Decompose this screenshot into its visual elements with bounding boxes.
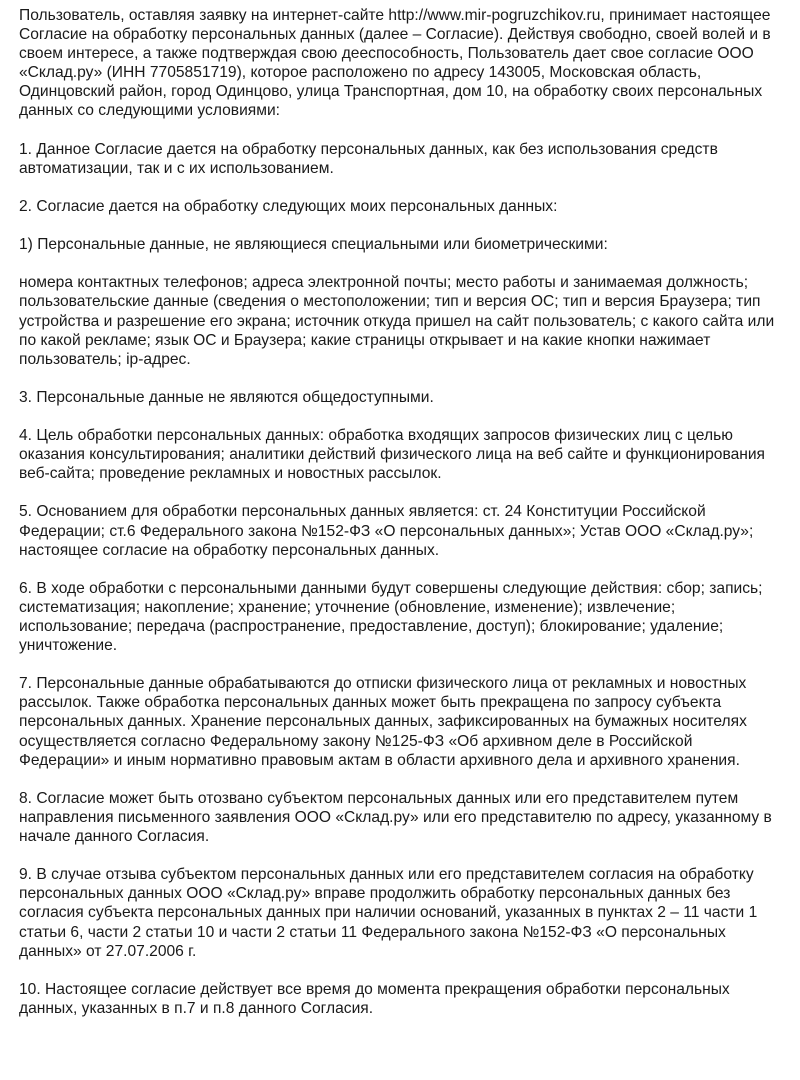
clause-6: 6. В ходе обработки с персональными данными будут совершены следующие действия: сбор; запись; систематизация; накопление; хранение; уточнение (обновление, изменение); извлечение; использование; передача (распространение, предоставление, доступ); блокирование; удаление; уничтожение. [19,579,763,655]
personal-data-list: номера контактных телефонов; адреса электронной почты; место работы и занимаемая должность; пользовательские данные (сведения о местоположении; тип и версия ОС; тип и версия Браузера; тип устройства и разрешение его экрана; источник откуда пришел на сайт пользователь; с какого сайта или по какой рекламе; язык ОС и Браузера; какие страницы открывает и на какие кнопки нажимает пользователь; ip-адрес. [19,274,775,368]
clause-9: 9. В случае отзыва субъектом персональных данных или его представителем согласия на обработку персональных данных ООО «Склад.ру» вправе продолжить обработку персональных данных без согласия субъекта персональных данных при наличии оснований, указанных в пунктах 2 – 11 части 1 статьи 6, части 2 статьи 10 и части 2 статьи 11 Федерального закона №152-ФЗ «О персональных данных» от 27.07.2006 г. [19,866,758,960]
clause-7: 7. Персональные данные обрабатываются до отписки физического лица от рекламных и новостных рассылок. Также обработка персональных данных может быть прекращена по запросу субъекта персональных данных. Хранение персональных данных, зафиксированных на бумажных носителях осуществляется согласно Федеральному закону №125-ФЗ «Об архивном деле в Российской Федерации» и иным нормативно правовым актам в области архивного дела и архивного хранения. [19,675,747,769]
clause-3: 3. Персональные данные не являются общедоступными. [19,388,434,406]
clause-2-subitem-1: 1) Персональные данные, не являющиеся специальными или биометрическими: [19,236,608,254]
intro-paragraph: Пользователь, оставляя заявку на интернет-сайте http://www.mir-pogruzchikov.ru, принимает настоящее Согласие на обработку персональных данных (далее – Согласие). Действуя свободно, своей волей и в своем интересе, а также подтверждая свою дееспособность, Пользователь дает свое согласие ООО «Склад.ру» (ИНН 7705851719), которое расположено по адресу 143005, Московская область, Одинцовский район, город Одинцово, улица Транспортная, дом 10, на обработку своих персональных данных со следующими условиями: [19,7,771,120]
clause-10: 10. Настоящее согласие действует все время до момента прекращения обработки персональных данных, указанных в п.7 и п.8 данного Согласия. [19,980,730,1017]
clause-4: 4. Цель обработки персональных данных: обработка входящих запросов физических лиц с целью оказания консультирования; аналитики действий физического лица на веб сайте и функционирования веб-сайта; проведение рекламных и новостных рассылок. [19,427,766,483]
clause-8: 8. Согласие может быть отозвано субъектом персональных данных или его представителем путем направления письменного заявления ООО «Склад.ру» или его представителю по адресу, указанному в начале данного Согласия. [19,789,772,846]
clause-5: 5. Основанием для обработки персональных данных является: ст. 24 Конституции Российской Федерации; ст.6 Федерального закона №152-ФЗ «О персональных данных»; Устав ООО «Склад.ру»; настоящее согласие на обработку персональных данных. [19,503,754,559]
clause-1: 1. Данное Согласие дается на обработку персональных данных, как без использования средств автоматизации, так и с их использованием. [19,140,718,177]
clause-2: 2. Согласие дается на обработку следующих моих персональных данных: [19,197,558,215]
